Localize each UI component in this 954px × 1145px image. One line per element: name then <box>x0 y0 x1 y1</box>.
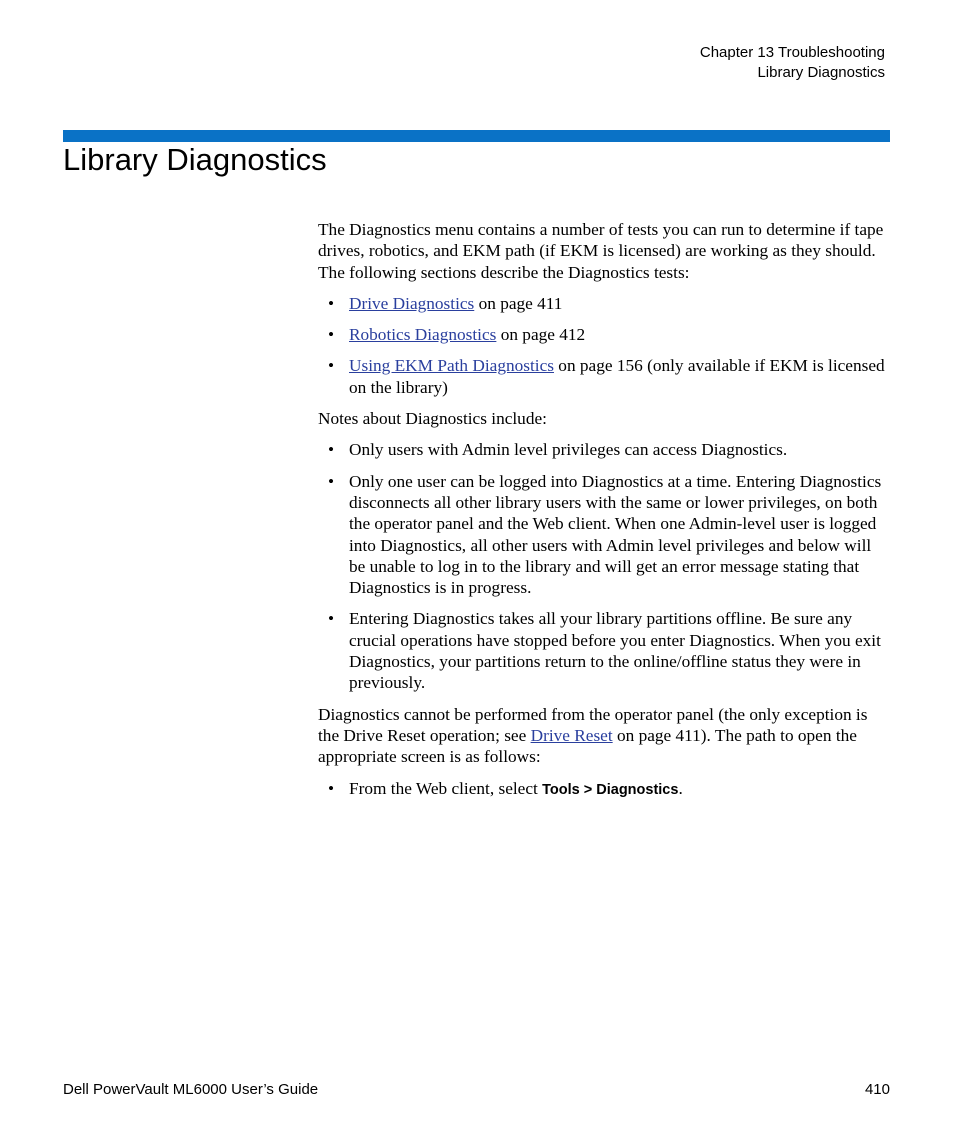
bullet-glyph: • <box>328 778 335 798</box>
intro-paragraph: The Diagnostics menu contains a number of tests you can run to determine if tape drives, robotics, and EKM path (if EKM is licensed) are working as they should. The following sections describe the Diagnostics tests: <box>318 220 884 282</box>
path-text: From the Web client, select <box>349 778 543 798</box>
robotics-diagnostics-link[interactable]: Robotics Diagnostics <box>349 325 497 345</box>
drive-reset-link[interactable]: Drive Reset <box>530 725 613 745</box>
path-list <box>318 778 890 801</box>
operator-panel-paragraph <box>318 704 890 768</box>
ui-menu-path: Tools > Diagnostics <box>542 781 679 798</box>
list-item <box>318 471 890 599</box>
operator-panel-text: Diagnostics cannot be performed from the operator panel (the only exception is the Drive Reset operation; see <box>318 704 868 745</box>
page-reference: on page 156 (only available if EKM is licensed on the library) <box>349 356 885 397</box>
bullet-glyph: • <box>328 356 335 376</box>
list-item <box>318 608 890 693</box>
bullet-glyph: • <box>328 609 335 629</box>
list-item <box>318 439 890 460</box>
list-item <box>318 324 890 345</box>
body-content <box>318 219 890 811</box>
note-text: Only one user can be logged into Diagnostics at a time. Entering Diagnostics disconnects all other library users with the same or lower privileges, on both the operator panel and the Web client. When one Admin-level user is logged into Diagnostics, all other users with Admin level privileges and below will be unable to log in to the library and will get an error message stating that Diagnostics is in progress. <box>349 471 882 598</box>
note-text: Only users with Admin level privileges can access Diagnostics. <box>349 440 788 460</box>
list-item <box>318 355 890 398</box>
list-item <box>318 293 890 314</box>
page-reference: on page 412 <box>496 325 586 345</box>
bullet-glyph: • <box>328 325 335 345</box>
list-item <box>318 778 890 801</box>
notes-list <box>318 439 890 693</box>
drive-diagnostics-link[interactable]: Drive Diagnostics <box>349 293 475 313</box>
footer-guide-title: Dell PowerVault ML6000 User’s Guide <box>63 1081 319 1098</box>
notes-intro: Notes about Diagnostics include: <box>318 409 547 429</box>
running-header <box>700 43 885 83</box>
operator-panel-text-end: on page 411). The path to open the appropriate screen is as follows: <box>318 725 857 767</box>
bullet-glyph: • <box>328 440 335 460</box>
note-text: Entering Diagnostics takes all your library partitions offline. Be sure any crucial operations have stopped before you enter Diagnostics. When you exit Diagnostics, your partitions return to the online/offline status they were in previously. <box>349 609 881 693</box>
page-reference: on page 411 <box>474 293 563 313</box>
ekm-path-diagnostics-link[interactable]: Using EKM Path Diagnostics <box>349 356 554 376</box>
header-chapter: Chapter 13 Troubleshooting <box>699 44 885 61</box>
path-text-end: . <box>678 778 683 798</box>
bullet-glyph: • <box>328 471 335 491</box>
page-title: Library Diagnostics <box>63 142 327 177</box>
footer-page-number: 410 <box>864 1081 890 1098</box>
diagnostics-tests-list <box>318 293 890 398</box>
header-section: Library Diagnostics <box>757 64 885 81</box>
bullet-glyph: • <box>328 293 335 313</box>
